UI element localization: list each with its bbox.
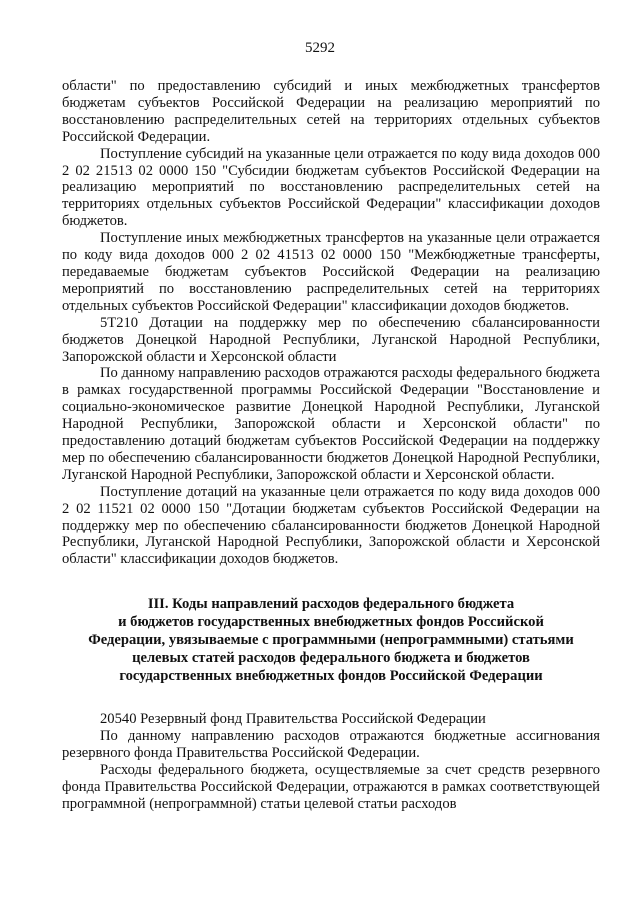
paragraph: Поступление иных межбюджетных трансфертов на указанные цели отражается по коду вида доходов 000 2 02 41513 02 0000 150 "Межбюджетные трансферты, передаваемые бюджетам субъектов Российской Федерации на реализацию мероприятий по восстановлению распределительных сетей на территориях отдельных субъектов Российской Федерации" классификации доходов бюджетов. [62,230,600,314]
paragraph: 5Т210 Дотации на поддержку мер по обеспечению сбалансированности бюджетов Донецкой Народной Республики, Луганской Народной Республики, Запорожской области и Херсонской области [62,314,600,365]
document-body [62,78,600,813]
paragraph: По данному направлению расходов отражаются расходы федерального бюджета в рамках государственной программы Российской Федерации "Восстановление и социально-экономическое развитие Донецкой Народной Республики, Луганской Народной Республики, Запорожской области и Херсонской области" по предоставлению дотаций бюджетам субъектов Российской Федерации на поддержку мер по обеспечению сбалансированности бюджетов Донецкой Народной Республики, Луганской Народной Республики, Запорожской области и Херсонской области. [62,365,600,483]
paragraph: Поступление дотаций на указанные цели отражается по коду вида доходов 000 2 02 11521 02 0000 150 "Дотации бюджетам субъектов Российской Федерации на поддержку мер по обеспечению сбалансированности бюджетов Донецкой Народной Республики, Луганской Народной Республики, Запорожской области и Херсонской области" классификации доходов бюджетов. [62,483,600,568]
section-heading-line: целевых статей расходов федерального бюджета и бюджетов [132,650,530,667]
paragraph: 20540 Резервный фонд Правительства Российской Федерации [100,711,486,728]
paragraph: Расходы федерального бюджета, осуществляемые за счет средств резервного фонда Правительства Российской Федерации, отражаются в рамках соответствующей программной (непрограммной) статьи целевой статьи расходов [62,762,600,812]
section-heading-line: государственных внебюджетных фондов Российской Федерации [119,668,543,685]
section-heading [62,595,600,685]
page-number: 5292 [305,40,335,56]
section-heading-line: III. Коды направлений расходов федерального бюджета [147,596,515,613]
paragraph: области" по предоставлению субсидий и иных межбюджетных трансфертов бюджетам субъектов Российской Федерации на реализацию мероприятий по восстановлению распределительных сетей на территориях отдельных субъектов Российской Федерации. [62,78,600,145]
paragraph: По данному направлению расходов отражаются бюджетные ассигнования резервного фонда Правительства Российской Федерации. [62,728,600,762]
section-heading-line: и бюджетов государственных внебюджетных фондов Российской [118,614,544,631]
section-heading-line: Федерации, увязываемые с программными (непрограммными) статьями [88,632,574,649]
paragraph: Поступление субсидий на указанные цели отражается по коду вида доходов 000 2 02 21513 02 0000 150 "Субсидии бюджетам субъектов Российской Федерации на реализацию мероприятий по восстановлению распределительных сетей на территориях отдельных субъектов Российской Федерации" классификации доходов бюджетов. [62,145,600,230]
